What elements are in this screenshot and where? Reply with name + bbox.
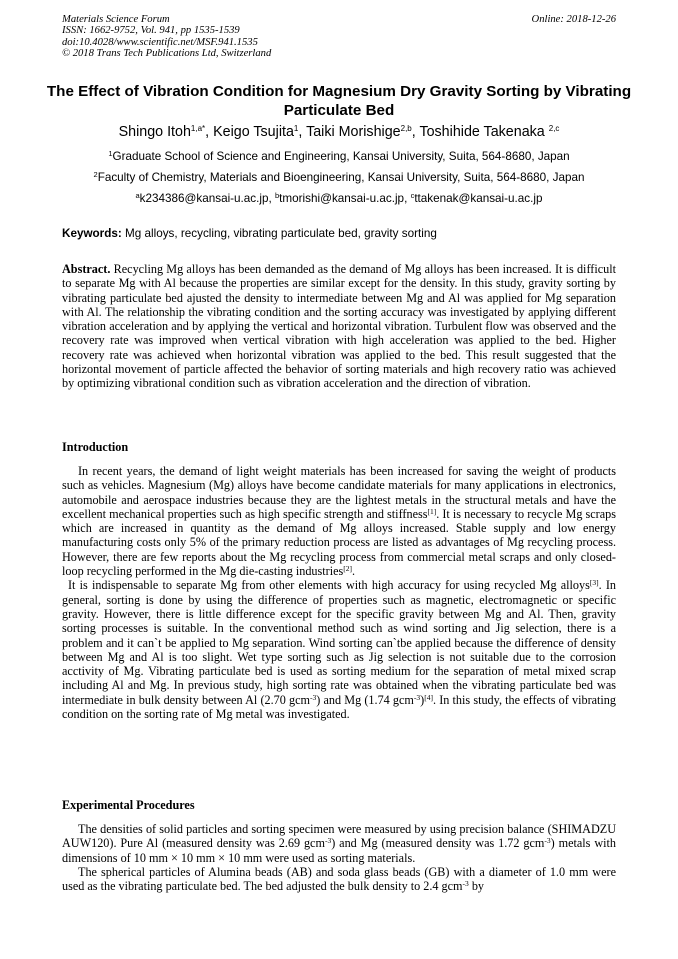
- author-name: Taiki Morishige: [306, 124, 401, 140]
- introduction-body: [62, 464, 616, 721]
- keywords-label: Keywords:: [62, 227, 122, 240]
- paragraph: The spherical particles of Alumina beads (AB) and soda glass beads (GB) with a diameter of 1.0 mm were used as the vibrating particulate bed. The bed adjusted the bulk density to 2.4 gcm$^{-3}$ by: [62, 864, 616, 894]
- citation[interactable]: [2]: [343, 564, 353, 574]
- email-link[interactable]: ttakenak@kansai-u.ac.jp: [414, 192, 543, 205]
- author-list: Shingo Itoh$^{1,a*}$, Keigo Tsujita$^1$, Taiki Morishige$^{2,b}$, Toshihide Takenaka $^{2,c}$: [118, 124, 560, 140]
- citation[interactable]: [4]: [424, 692, 433, 702]
- author-name: Keigo Tsujita: [213, 124, 294, 140]
- author-emails: $^a$k234386@kansai-u.ac.jp, $^b$tmorishi@kansai-u.ac.jp, $^c$ttakenak@kansai-u.ac.jp: [135, 191, 543, 205]
- abstract-text: Recycling Mg alloys has been demanded as the demand of Mg alloys has been increased. It is difficult to separate Mg with Al because the properties are similar except for the density. In this study, gravity sorting by vibrating particulate bed ajusted the density to intermediate between Mg and Al was applied for Mg separation with Al. The relationship the vibrating condition and the sorting accuracy was investigated by applying different vibration acceleration and by applying the vertical and horizontal vibration. Turbulent flow was observed and the recovery rate was improved when vertical vibration with high acceleration was applied to the bed. Higher recovery rate was achieved when horizontal vibration was applied to the bed. This result suggested that the horizontal movement of particle affected the behavior of sorting materials and high recovery ratio was achieved by optimizing vibrational condition such as vibration acceleration and the direction of vibration.: [62, 262, 617, 391]
- citation[interactable]: [3]: [589, 578, 599, 588]
- keywords-text: Mg alloys, recycling, vibrating particulate bed, gravity sorting: [125, 227, 437, 240]
- section-heading-introduction: Introduction: [62, 440, 129, 454]
- online-date: Online: 2018-12-26: [531, 14, 616, 25]
- issn: ISSN: 1662-9752, Vol. 941, pp 1535-1539: [62, 25, 240, 37]
- doi: doi:10.4028/www.scientific.net/MSF.941.1535: [62, 36, 258, 48]
- paragraph: In recent years, the demand of light weight materials has been increased for saving the weight of products such as vehicles. Magnesium (Mg) alloys have become candidate materials for many applications in electronics, automobile and aerospace industries because they are the lightest metals in the structural metals and have the excellent mechanical properties such as high specific strength and stiffness[1]. It is necessary to recycle Mg scraps which are increased in quantity as the demand of Mg alloys increased. Stable supply and low energy manufacturing costs only 5% of the primary reduction process are listed as advantages of Mg recycling process. However, there are few reports about the Mg recycling process from commercial metal scraps and only closed-loop recycling performed in the Mg die-casting industries[2].: [62, 464, 616, 579]
- citation[interactable]: [1]: [427, 506, 437, 516]
- journal-name: Materials Science Forum: [62, 14, 170, 25]
- keywords: [62, 227, 616, 241]
- email-link[interactable]: k234386@kansai-u.ac.jp: [139, 192, 269, 205]
- copyright: © 2018 Trans Tech Publications Ltd, Switzerland: [62, 48, 272, 60]
- abstract: [62, 262, 616, 391]
- paragraph: The densities of solid particles and sorting specimen were measured by using precision balance (SHIMADZU AUW120). Pure Al (measured density was 2.69 gcm$^{-3}$) and Mg (measured density was 1.72 gcm$^{-3}$) metals with dimensions of 10 mm × 10 mm × 10 mm were used as sorting materials.: [62, 822, 617, 865]
- section-heading-experimental: Experimental Procedures: [62, 798, 195, 812]
- author-name: Toshihide Takenaka: [419, 124, 545, 140]
- experimental-body: [62, 822, 616, 893]
- author-name: Shingo Itoh: [118, 124, 191, 140]
- affiliation-1: $^1$Graduate School of Science and Engineering, Kansai University, Suita, 564-8680, Japan: [108, 149, 570, 163]
- abstract-label: Abstract.: [62, 262, 111, 276]
- paper-title: The Effect of Vibration Condition for Magnesium Dry Gravity Sorting by Vibrating Particulate Bed: [46, 83, 632, 119]
- email-link[interactable]: tmorishi@kansai-u.ac.jp: [279, 192, 405, 205]
- affiliation-2: $^2$Faculty of Chemistry, Materials and Bioengineering, Kansai University, Suita, 564-8680, Japan: [93, 170, 585, 184]
- paragraph: It is indispensable to separate Mg from other elements with high accuracy for using recycled Mg alloys[3]. In general, sorting is done by using the difference of properties such as magnetic, electromagnetic or specific gravity. However, there is little difference except for the specific gravity between Mg and Al. Then, gravity sorting processes is suitable. In the conventional method such as wind sorting and Jig selection, there is a problem and it can`t be applied to Mg separation. Wind sorting can`tbe applied because the difference of density between Mg and Al is too slight. Wet type sorting such as Jig selection is not suitable due to the corrosion acctivity of Mg. Vibrating particulate bed is used as sorting medium for the separation of metal mixed scrap including Al and Mg. In previous study, high sorting rate was obtained when the vibrating particulate bed was intermediate in bulk density between Al (2.70 gcm$^{-3}$) and Mg (1.74 gcm$^{-3}$)[4]. In this study, the effects of vibrating condition on the sorting rate of Mg metal was investigated.: [62, 578, 616, 722]
- journal-header: [62, 14, 271, 60]
